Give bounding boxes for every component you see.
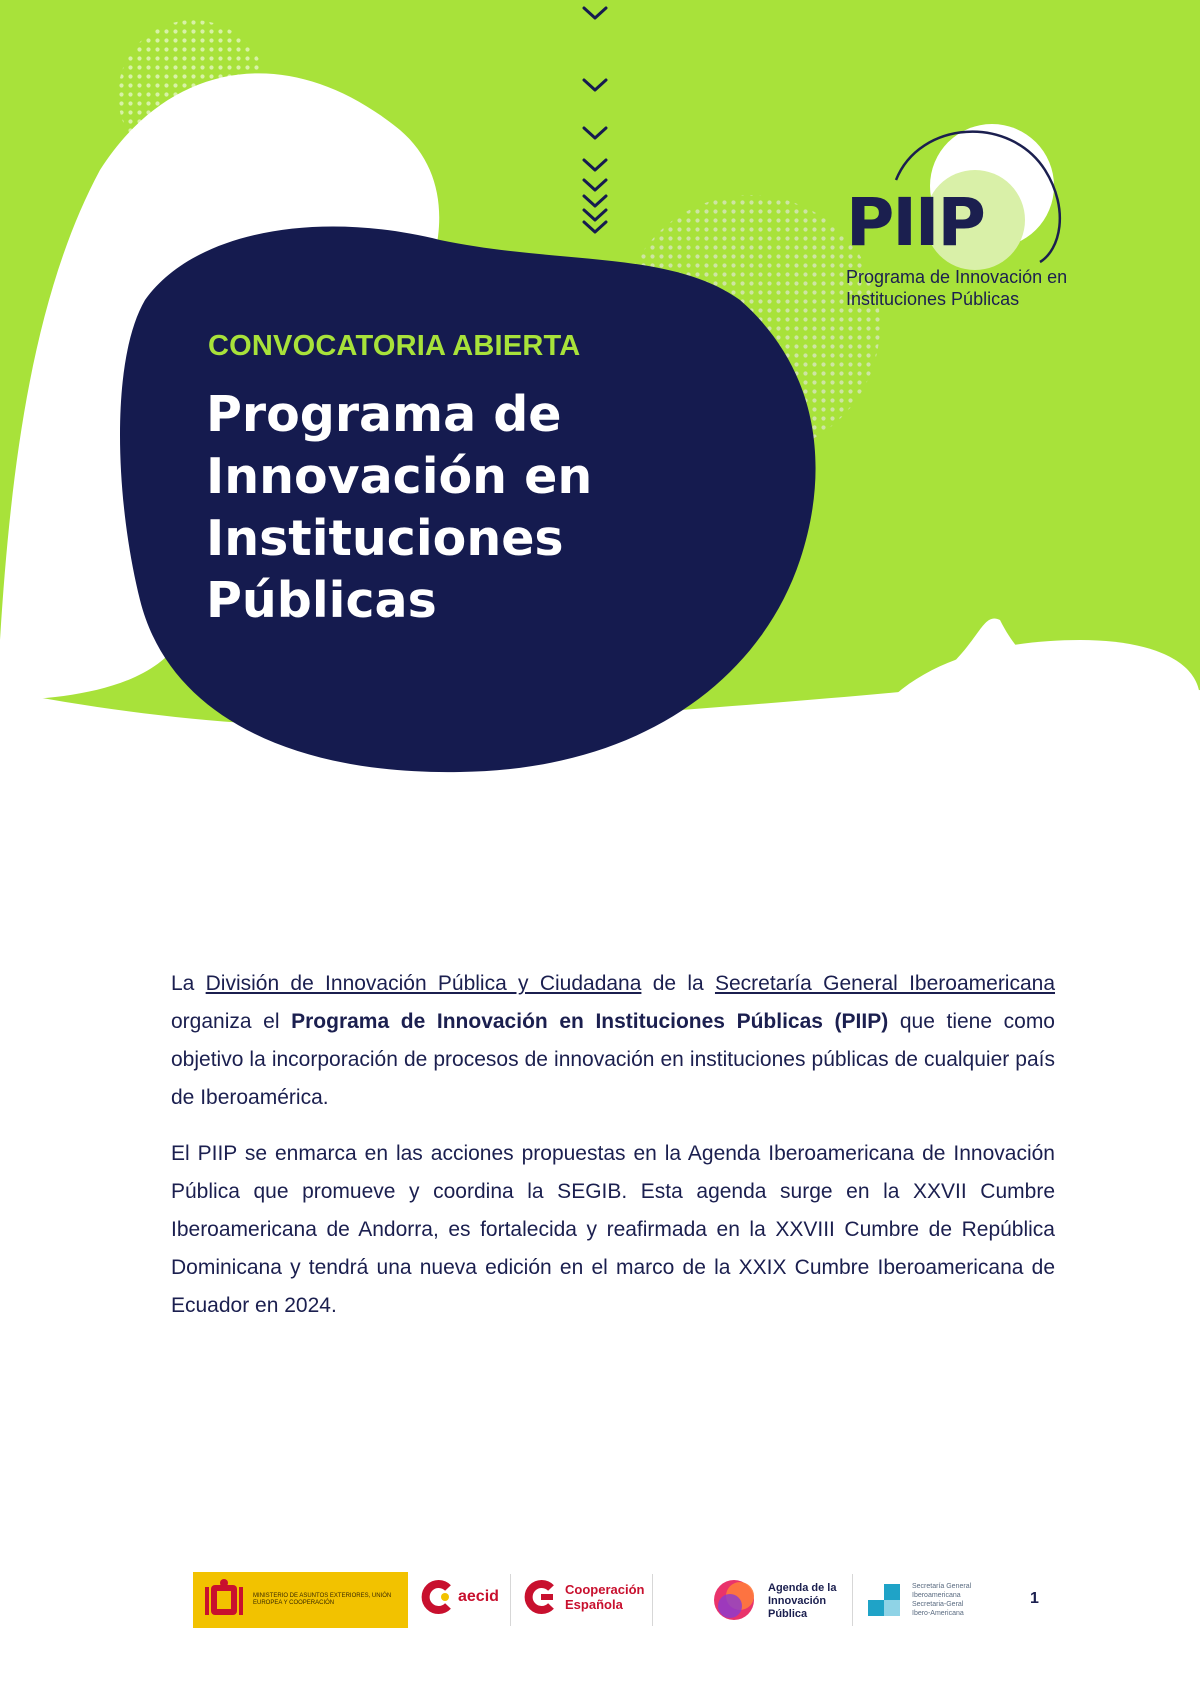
agenda-line2: Innovación — [768, 1594, 827, 1607]
spain-coat-of-arms-icon — [201, 1577, 247, 1623]
piip-logo-subtitle — [846, 266, 1067, 310]
segib-line2: Secretaria-Geral Ibero-Americana — [912, 1601, 964, 1617]
page-number: 1 — [1030, 1590, 1039, 1607]
cooperacion-line1: Cooperación — [565, 1582, 645, 1597]
intro-paragraph-1 — [171, 965, 1055, 1117]
ministry-logo — [193, 1572, 408, 1628]
footer-divider — [852, 1574, 853, 1626]
hero-banner — [0, 0, 1200, 800]
footer-divider — [652, 1574, 653, 1626]
intro-text — [171, 965, 1055, 1343]
convocatoria-label: CONVOCATORIA ABIERTA — [208, 330, 581, 362]
piip-logo-subtitle-line2: Instituciones Públicas — [846, 289, 1020, 309]
intro-text-la: La — [171, 972, 195, 995]
segib-icon — [866, 1580, 904, 1620]
page-title: Programa de Innovación en Instituciones Públicas — [206, 386, 593, 629]
agenda-label — [768, 1582, 836, 1621]
intro-text-organiza: organiza el — [171, 1010, 280, 1033]
ministry-label: MINISTERIO DE ASUNTOS EXTERIORES, UNIÓN EUROPEA Y COOPERACIÓN — [253, 1593, 392, 1606]
aecid-label: aecid — [458, 1588, 499, 1605]
program-name: Programa de Innovación en Instituciones Públicas (PIIP) — [291, 1010, 889, 1033]
piip-logo-subtitle-line1: Programa de Innovación en — [846, 267, 1068, 287]
division-link[interactable]: División de Innovación Pública y Ciudadana — [205, 972, 642, 995]
segib-line1: Secretaría General Iberoamericana — [912, 1583, 972, 1599]
agenda-line3: Pública — [768, 1607, 808, 1620]
aecid-logo — [420, 1580, 499, 1614]
agenda-bubble-icon — [712, 1578, 760, 1624]
cooperacion-label — [565, 1582, 644, 1612]
aecid-c-icon — [420, 1580, 454, 1614]
agenda-innovacion-logo — [712, 1578, 836, 1624]
dot-field-top-left — [118, 20, 268, 170]
cooperacion-logo — [523, 1580, 644, 1614]
footer-divider — [510, 1574, 511, 1626]
segib-label — [912, 1582, 982, 1618]
piip-logo — [838, 120, 1138, 320]
intro-text-rest: que tiene como objetivo la incorporación de procesos de innovación en instituciones públicas de cualquier país de Iberoamérica. — [171, 1010, 1055, 1109]
cooperacion-c-icon — [523, 1580, 557, 1614]
intro-paragraph-2: El PIIP se enmarca en las acciones propuestas en la Agenda Iberoamericana de Innovación Pública que promueve y coordina la SEGIB. Esta agenda surge en la XXVII Cumbre Iberoamericana de Andorra, es fortalecida y reafirmada en la XXVIII Cumbre de República Dominicana y tendrá una nueva edición en el marco de la XXIX Cumbre Iberoamericana de Ecuador en 2024. — [171, 1142, 1055, 1317]
footer-logos — [0, 1566, 1200, 1636]
intro-text-de-la: de la — [652, 972, 704, 995]
agenda-line1: Agenda de la — [768, 1581, 837, 1594]
segib-logo — [866, 1580, 982, 1620]
piip-logo-mark: PIIP — [846, 184, 984, 261]
segib-link[interactable]: Secretaría General Iberoamericana — [714, 972, 1056, 995]
cooperacion-line2: Española — [565, 1597, 623, 1612]
